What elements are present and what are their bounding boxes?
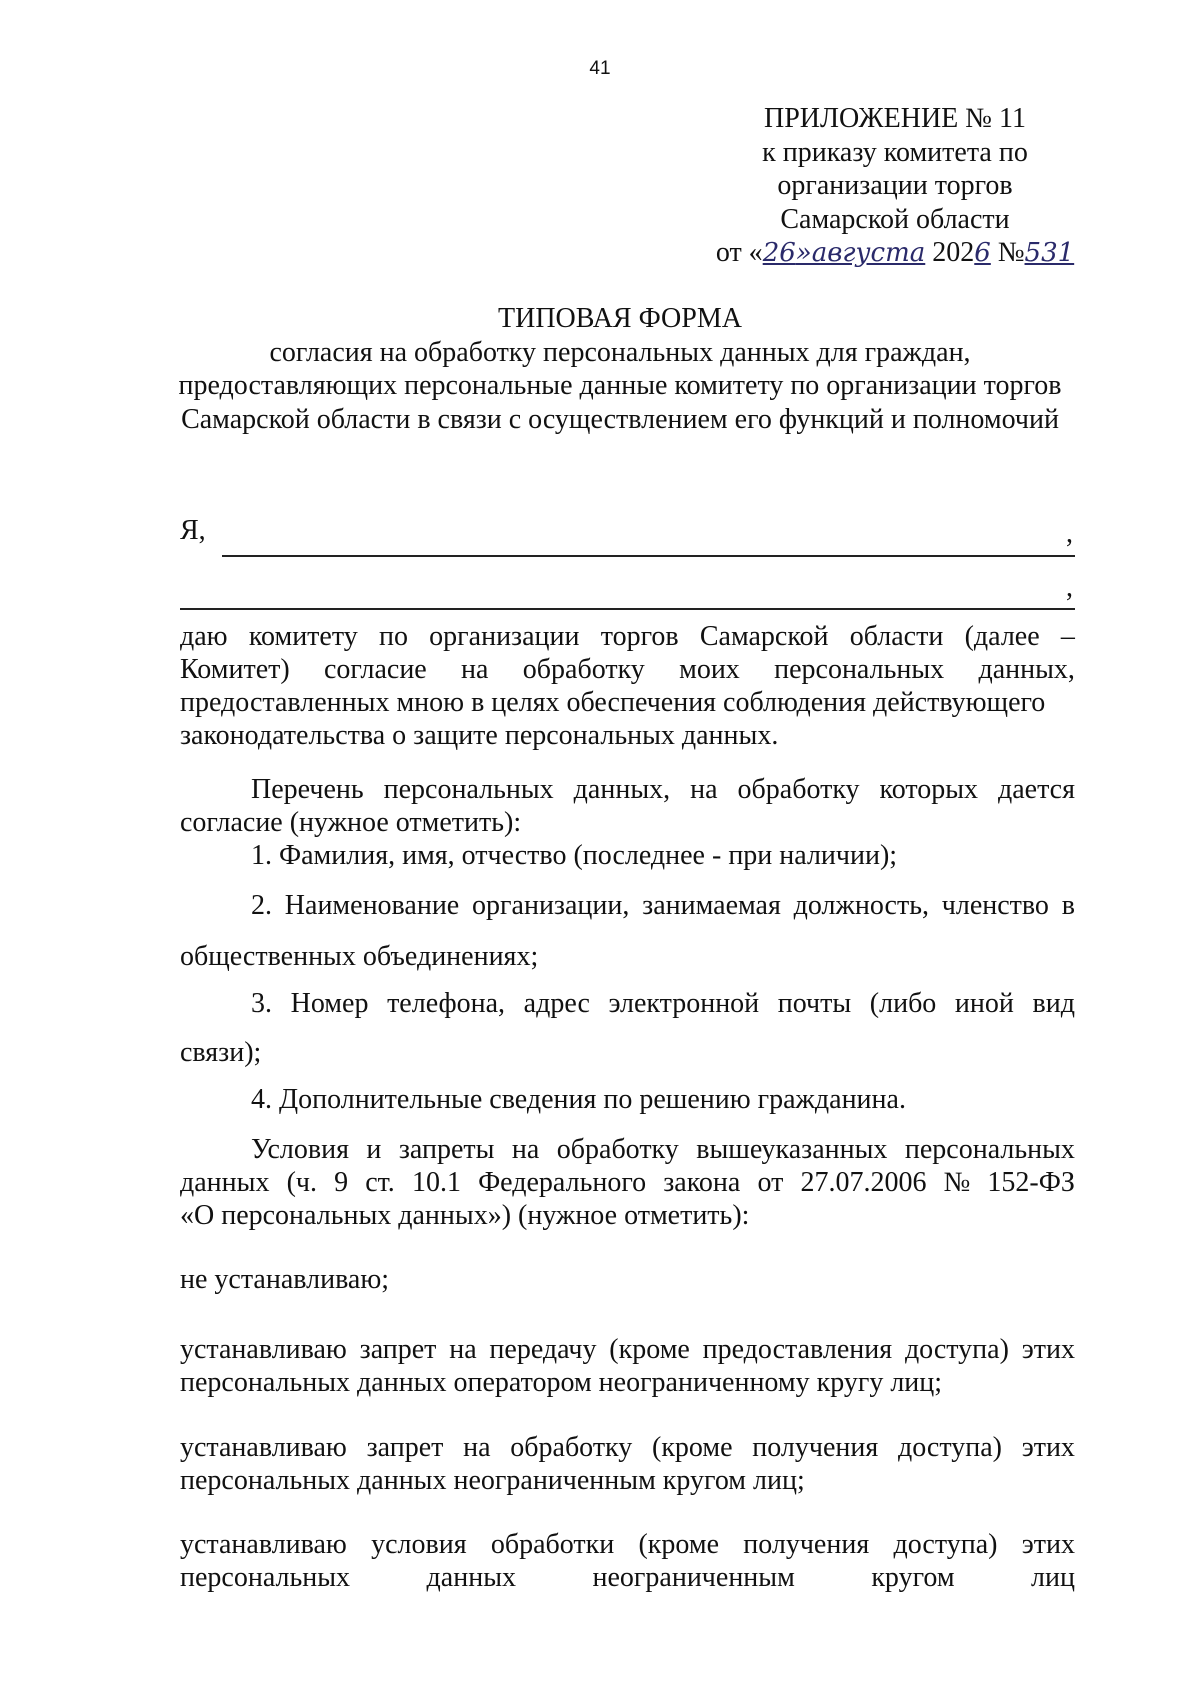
- appendix-line-3: Самарской области: [780, 203, 1010, 235]
- list-item-1: 1. Фамилия, имя, отчество (последнее - при наличии);: [251, 840, 898, 871]
- word: обработки: [490, 1529, 615, 1560]
- word: кругом: [871, 1562, 955, 1593]
- option-transfer-ban[interactable]: [180, 1333, 1075, 1399]
- word: Условия: [251, 1134, 349, 1165]
- list-item-2-line-1: [180, 889, 1075, 922]
- option-transfer-ban-line-1: [180, 1333, 1075, 1366]
- consent-line-4: законодательства о защите персональных данных.: [180, 720, 779, 751]
- word: членство: [941, 890, 1049, 921]
- word: по: [378, 621, 408, 652]
- word: предоставления: [702, 1334, 893, 1365]
- ya-label: Я,: [180, 515, 206, 546]
- list-item-4: 4. Дополнительные сведения по решению гражданина.: [251, 1084, 906, 1115]
- word: Наименование: [284, 890, 460, 921]
- word: данных,: [573, 774, 671, 805]
- word: на: [449, 1334, 477, 1365]
- conditions-line-2: [180, 1166, 1075, 1199]
- word: которых: [879, 774, 979, 805]
- word: запреты: [398, 1134, 495, 1165]
- word: на: [690, 774, 718, 805]
- word: организации: [429, 621, 580, 652]
- option-transfer-ban-line-2: персональных данных оператором неограниченному кругу лиц;: [180, 1367, 943, 1398]
- word: передачу: [489, 1334, 597, 1365]
- word: обработку: [522, 654, 645, 685]
- word: обработку: [510, 1432, 633, 1463]
- word: (кроме: [638, 1529, 720, 1560]
- option-processing-conditions-line-1: [180, 1528, 1075, 1561]
- word: от: [757, 1167, 784, 1198]
- list-item-3-line-1: [180, 987, 1075, 1020]
- word: (кроме: [652, 1432, 733, 1463]
- word: 2.: [251, 890, 272, 921]
- word: (ч.: [286, 1167, 317, 1198]
- word: устанавливаю: [180, 1334, 347, 1365]
- word: обработку: [737, 774, 860, 805]
- word: обработку: [556, 1134, 679, 1165]
- word: запрет: [359, 1334, 437, 1365]
- word: Федерального: [478, 1167, 647, 1198]
- word: закона: [663, 1167, 741, 1198]
- list-item-3-line-2: связи);: [180, 1037, 262, 1068]
- word: доступа): [904, 1334, 1009, 1365]
- conditions-line-1: [180, 1133, 1075, 1166]
- word: Перечень: [251, 774, 364, 805]
- conditions-line-3: «О персональных данных») (нужное отметить):: [180, 1200, 750, 1231]
- word: почты: [777, 988, 852, 1019]
- word: персональных: [383, 774, 554, 805]
- word: лиц: [1031, 1562, 1075, 1593]
- word: 27.07.2006: [800, 1167, 927, 1198]
- word: условия: [371, 1529, 467, 1560]
- word: на: [461, 654, 489, 685]
- consent-line-1: [180, 620, 1075, 653]
- comma-1: ,: [1066, 518, 1073, 549]
- word: на: [463, 1432, 491, 1463]
- word: данных,: [978, 654, 1075, 685]
- word: Самарской: [699, 621, 829, 652]
- word: персональных: [774, 654, 945, 685]
- consent-paragraph: [180, 620, 1075, 752]
- word: комитету: [248, 621, 358, 652]
- word: этих: [1021, 1334, 1075, 1365]
- word: торгов: [600, 621, 679, 652]
- word: иной: [954, 988, 1014, 1019]
- list-intro-line-2: согласие (нужное отметить):: [180, 807, 522, 838]
- word: организации,: [472, 890, 630, 921]
- word: (далее: [964, 621, 1040, 652]
- appendix-date-line: [700, 236, 1090, 271]
- list-intro-line-1: [180, 773, 1075, 806]
- word: (либо: [869, 988, 937, 1019]
- option-processing-conditions-line-2: [180, 1561, 1075, 1594]
- handwritten-day: 26: [762, 238, 796, 268]
- word: телефона,: [387, 988, 506, 1019]
- consent-line-2: [180, 653, 1075, 686]
- option-processing-conditions[interactable]: [180, 1528, 1075, 1594]
- word: 152-ФЗ: [987, 1167, 1075, 1198]
- word: данных: [426, 1562, 517, 1593]
- list-item-2-line-2: общественных объединениях;: [180, 941, 539, 972]
- conditions-paragraph: [180, 1133, 1075, 1232]
- handwritten-order-number: 531: [1024, 238, 1075, 268]
- word: 10.1: [411, 1167, 461, 1198]
- word: и: [366, 1134, 382, 1165]
- option-processing-ban-line-1: [180, 1431, 1075, 1464]
- word: –: [1060, 621, 1075, 652]
- word: этих: [1021, 1432, 1075, 1463]
- word: даю: [180, 621, 228, 652]
- form-title-line-2: предоставляющих персональные данные комитету по организации торгов: [178, 370, 1062, 401]
- word: устанавливаю: [180, 1432, 347, 1463]
- word: Номер: [290, 988, 369, 1019]
- list-item-3: [180, 987, 1075, 1020]
- form-title-line-1: согласия на обработку персональных данных для граждан,: [269, 336, 971, 368]
- word: адрес: [523, 988, 590, 1019]
- word: должность,: [793, 890, 929, 921]
- word: доступа): [897, 1432, 1002, 1463]
- appendix-title: ПРИЛОЖЕНИЕ № 11: [764, 103, 1026, 134]
- appendix-line-2: организации торгов: [777, 170, 1013, 201]
- page-number: 41: [589, 58, 611, 79]
- word: Комитет): [180, 654, 290, 685]
- word: вышеуказанных: [696, 1134, 888, 1165]
- list-intro: [180, 773, 1075, 839]
- option-not-set[interactable]: не устанавливаю;: [180, 1264, 390, 1295]
- word: в: [1061, 890, 1075, 921]
- word: получения: [752, 1432, 879, 1463]
- date-prefix: от «: [715, 237, 763, 268]
- word: данных: [180, 1167, 270, 1198]
- word: на: [511, 1134, 540, 1165]
- word: неограниченным: [592, 1562, 795, 1593]
- option-processing-ban-line-2: персональных данных неограниченным кругом лиц;: [180, 1465, 805, 1496]
- word: этих: [1021, 1529, 1075, 1560]
- handwritten-year-digit: 6: [974, 238, 991, 268]
- form-title-line-3: Самарской области в связи с осуществлением его функций и полномочий: [181, 403, 1059, 435]
- word: ст.: [365, 1167, 395, 1198]
- address-fill-line[interactable]: [180, 608, 1075, 610]
- handwritten-month: »августа: [795, 238, 926, 268]
- appendix-line-1: к приказу комитета по: [762, 136, 1028, 168]
- name-fill-line[interactable]: [222, 555, 1075, 557]
- appendix-header: [700, 102, 1090, 271]
- option-processing-ban[interactable]: [180, 1431, 1075, 1497]
- form-title: [150, 302, 1090, 436]
- word: (кроме: [609, 1334, 690, 1365]
- word: устанавливаю: [180, 1529, 347, 1560]
- word: занимаемая: [642, 890, 781, 921]
- word: №: [943, 1167, 971, 1198]
- word: доступа): [893, 1529, 998, 1560]
- word: персональных: [180, 1562, 351, 1593]
- word: получения: [743, 1529, 870, 1560]
- word: персональных: [904, 1134, 1075, 1165]
- year-prefix: 202: [932, 237, 975, 268]
- form-heading: ТИПОВАЯ ФОРМА: [498, 303, 742, 334]
- word: области: [849, 621, 944, 652]
- word: 9: [334, 1167, 349, 1198]
- consent-line-3: предоставленных мною в целях обеспечения соблюдения действующего: [180, 687, 1046, 718]
- word: 3.: [251, 988, 272, 1019]
- comma-2: ,: [1066, 572, 1073, 603]
- word: моих: [679, 654, 740, 685]
- number-prefix: №: [997, 237, 1025, 268]
- list-item-2: [180, 889, 1075, 922]
- word: электронной: [608, 988, 760, 1019]
- word: запрет: [366, 1432, 444, 1463]
- word: дается: [998, 774, 1075, 805]
- word: вид: [1032, 988, 1075, 1019]
- word: согласие: [324, 654, 427, 685]
